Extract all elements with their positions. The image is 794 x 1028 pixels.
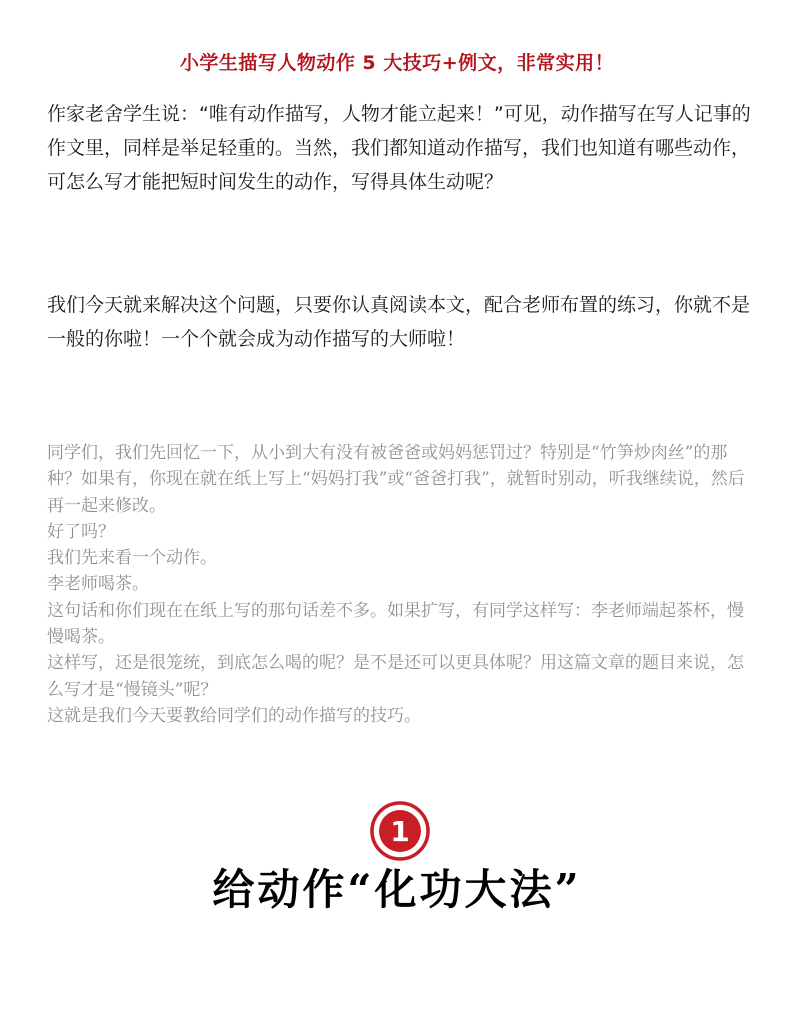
article-title: 小学生描写人物动作 5 大技巧+例文，非常实用！: [179, 52, 615, 74]
lesson-line: 好了吗？: [47, 521, 115, 542]
lesson-line: 这句话和你们现在在纸上写的那句话差不多。如果扩写，有同学这样写：李老师端起茶杯，慢慢喝茶。: [47, 600, 744, 648]
section-heading: 给动作“化功大法”: [212, 865, 582, 914]
promise-paragraph: 我们今天就来解决这个问题，只要你认真阅读本文，配合老师布置的练习，你就不是一般的你啦！一个个就会成为动作描写的大师啦！: [47, 294, 751, 350]
lesson-line: 同学们，我们先回忆一下，从小到大有没有被爸爸或妈妈惩罚过？特别是“竹笋炒肉丝”的那种？如果有，你现在就在纸上写上“妈妈打我”或“爸爸打我”，就暂时别动，听我继续说，然后再一起来修改。: [47, 443, 745, 516]
lesson-line: 这样写，还是很笼统，到底怎么喝的呢？是不是还可以更具体呢？用这篇文章的题目来说，怎么写才是“慢镜头”呢？: [47, 653, 744, 700]
lesson-line: 我们先来看一个动作。: [47, 548, 217, 569]
section-number: 1: [390, 815, 410, 848]
lesson-line: 李老师喝茶。: [47, 574, 149, 595]
section-number-badge: [369, 800, 431, 862]
lesson-text-block: [47, 440, 752, 729]
intro-paragraph: 作家老舍学生说：“唯有动作描写，人物才能立起来！”可见，动作描写在写人记事的作文里，同样是举足轻重的。当然，我们都知道动作描写，我们也知道有哪些动作，可怎么写才能把短时间发生的动作，写得具体生动呢？: [47, 103, 751, 193]
lesson-line: 这就是我们今天要教给同学们的动作描写的技巧。: [47, 705, 421, 726]
